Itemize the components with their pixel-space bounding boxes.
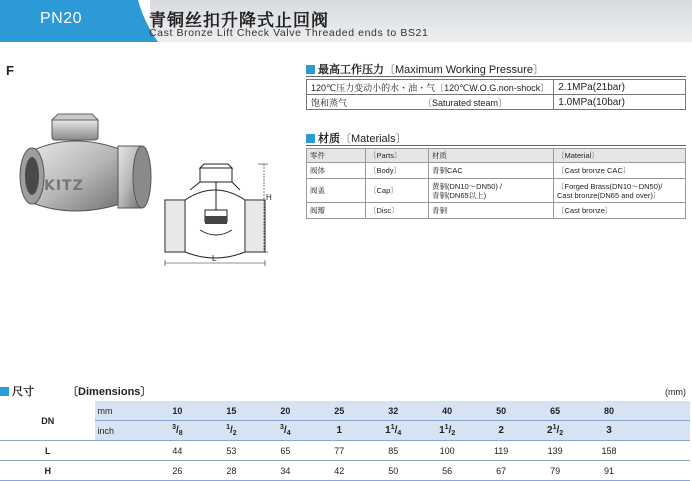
pressure-row bbox=[307, 95, 686, 110]
dimensions-unit: (mm) bbox=[665, 387, 686, 397]
brand-mark: KITZ bbox=[44, 178, 84, 194]
dn-mm-cell: 32 bbox=[366, 401, 420, 421]
dn-inch-cell: $^1/_2$ bbox=[204, 421, 258, 441]
pressure-label: 饱和蒸气 〔Saturated steam〕 bbox=[307, 95, 554, 110]
dim-cell: 42 bbox=[312, 461, 366, 481]
section-marker-icon bbox=[306, 134, 315, 143]
section-marker-icon bbox=[0, 387, 9, 396]
dn-mm-cell: 15 bbox=[204, 401, 258, 421]
dn-mm-cell: 40 bbox=[420, 401, 474, 421]
valve-photo bbox=[14, 110, 154, 225]
valve-section-drawing bbox=[160, 160, 275, 270]
pressure-row bbox=[307, 80, 686, 95]
dim-row-h bbox=[0, 461, 690, 481]
dim-cell: 44 bbox=[150, 441, 204, 461]
dim-cell: 119 bbox=[474, 441, 528, 461]
materials-row: 阀瓣 〔Disc〕 青铜 〔Cast bronze〕 bbox=[307, 203, 686, 219]
dn-inch-cell: $2^1/_2$ bbox=[528, 421, 582, 441]
dim-cell: 67 bbox=[474, 461, 528, 481]
materials-heading: 材质〔Materials〕 bbox=[306, 130, 407, 146]
dim-cell: 77 bbox=[312, 441, 366, 461]
product-code: F bbox=[6, 63, 14, 78]
dim-row-l bbox=[0, 441, 690, 461]
page-title-en: Cast Bronze Lift Check Valve Threaded ends to BS21 bbox=[149, 27, 429, 39]
dim-label-l: L bbox=[212, 254, 217, 263]
pn-rating: PN20 bbox=[40, 10, 83, 27]
dim-cell: 79 bbox=[528, 461, 582, 481]
dn-inch-cell: 1 bbox=[312, 421, 366, 441]
dimensions-heading: 尺寸 〔Dimensions〕 bbox=[0, 383, 151, 399]
dim-cell: 91 bbox=[582, 461, 636, 481]
dim-cell: 53 bbox=[204, 441, 258, 461]
pressure-heading: 最高工作压力〔Maximum Working Pressure〕 bbox=[306, 61, 544, 77]
dn-mm-cell: 80 bbox=[582, 401, 636, 421]
dim-label: L bbox=[0, 441, 95, 461]
dim-cell: 28 bbox=[204, 461, 258, 481]
pressure-rule bbox=[306, 76, 686, 77]
dim-cell: 85 bbox=[366, 441, 420, 461]
dim-cell: 65 bbox=[258, 441, 312, 461]
dn-inch-cell: $^3/_8$ bbox=[150, 421, 204, 441]
dn-mm-cell: 20 bbox=[258, 401, 312, 421]
pressure-label: 120℃压力变动小的水・油・气〔120℃W.O.G.non-shock〕 bbox=[307, 80, 554, 95]
dimensions-table bbox=[0, 401, 690, 481]
pressure-table bbox=[306, 79, 686, 110]
page-title-cn: 青铜丝扣升降式止回阀 bbox=[149, 11, 329, 31]
materials-table bbox=[306, 148, 686, 219]
dn-mm-row bbox=[0, 401, 690, 421]
dn-mm-cell: 10 bbox=[150, 401, 204, 421]
dn-label: DN bbox=[0, 401, 95, 441]
dim-label: H bbox=[0, 461, 95, 481]
dim-cell: 100 bbox=[420, 441, 474, 461]
pressure-value: 1.0MPa(10bar) bbox=[554, 95, 686, 110]
materials-row: 阀盖 〔Cap〕 黄铜(DN10～DN50) / 青铜(DN65以上) 〔Forged Brass(DN10～DN50)/ Cast bronze(DN65 and over)〕 bbox=[307, 179, 686, 203]
materials-row: 阀体 〔Body〕 青铜CAC 〔Cast bronze CAC〕 bbox=[307, 163, 686, 179]
dn-inch-cell: 2 bbox=[474, 421, 528, 441]
dim-cell: 34 bbox=[258, 461, 312, 481]
dim-label-h: H bbox=[266, 193, 272, 202]
dim-cell: 56 bbox=[420, 461, 474, 481]
dn-mm-cell: 65 bbox=[528, 401, 582, 421]
dn-inch-cell: 3 bbox=[582, 421, 636, 441]
section-marker-icon bbox=[306, 65, 315, 74]
dim-cell: 158 bbox=[582, 441, 636, 461]
dn-inch-cell: $1^1/_2$ bbox=[420, 421, 474, 441]
dn-inch-cell: $1^1/_4$ bbox=[366, 421, 420, 441]
mm-label: mm bbox=[95, 401, 150, 421]
dim-cell: 139 bbox=[528, 441, 582, 461]
dn-inch-cell: $^3/_4$ bbox=[258, 421, 312, 441]
materials-rule bbox=[306, 145, 686, 146]
dn-inch-row bbox=[0, 421, 690, 441]
header-band bbox=[0, 0, 692, 42]
dim-cell: 50 bbox=[366, 461, 420, 481]
dn-mm-cell: 25 bbox=[312, 401, 366, 421]
dn-mm-cell: 50 bbox=[474, 401, 528, 421]
pressure-value: 2.1MPa(21bar) bbox=[554, 80, 686, 95]
inch-label: inch bbox=[95, 421, 150, 441]
dim-cell: 26 bbox=[150, 461, 204, 481]
materials-header-row: 零件 〔Parts〕 材质 〔Material〕 bbox=[307, 149, 686, 163]
